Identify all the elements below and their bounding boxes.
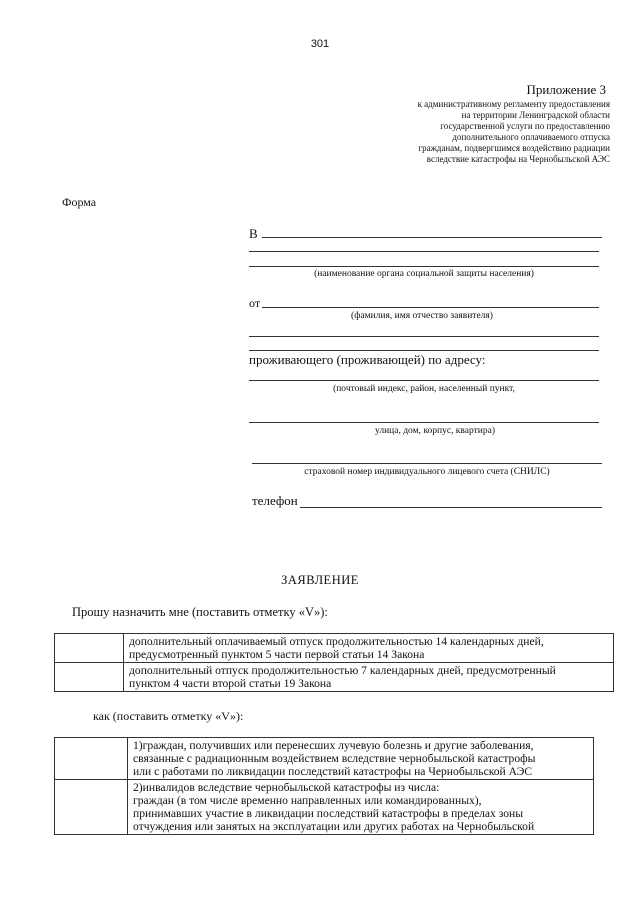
from-prefix: от (249, 296, 261, 310)
appendix-line: государственной услуги по предоставлению (440, 121, 610, 131)
applicant-name-field[interactable] (262, 307, 599, 308)
checkbox-cell[interactable] (55, 634, 124, 663)
to-prefix: В (249, 226, 258, 241)
address-caption-2: улица, дом, корпус, квартира) (375, 426, 495, 436)
table-row (55, 780, 594, 835)
table-row (55, 738, 594, 780)
appendix-line: к административному регламенту предоставления (417, 99, 610, 109)
appendix-reference (350, 99, 610, 165)
snils-caption: страховой номер индивидуального лицевого счета (СНИЛС) (304, 467, 550, 477)
as-label: как (поставить отметку «V»): (93, 709, 244, 723)
statement-title: ЗАЯВЛЕНИЕ (281, 573, 359, 587)
phone-label: телефон (252, 493, 298, 508)
organ-caption: (наименование органа социальной защиты населения) (314, 269, 534, 279)
category-options-table (54, 737, 594, 835)
option-line: предусмотренный пунктом 5 части первой статьи 14 Закона (129, 648, 425, 661)
option-text (124, 663, 614, 692)
option-line: отчуждения или занятых на эксплуатации или других работах на Чернобыльской (133, 820, 535, 833)
organ-field[interactable] (262, 237, 602, 238)
table-row (55, 634, 614, 663)
checkbox-cell[interactable] (55, 738, 128, 780)
name-caption: (фамилия, имя отчество заявителя) (351, 311, 493, 321)
page-number: 301 (310, 38, 330, 50)
leave-options-table (54, 633, 614, 692)
appendix-title: Приложение 3 (526, 82, 606, 97)
table-row (55, 663, 614, 692)
option-text (128, 780, 594, 835)
phone-field[interactable] (300, 507, 602, 508)
address-field-line-2[interactable] (249, 422, 599, 423)
option-line: 2)инвалидов вследствие чернобыльской катастрофы из числа: (133, 781, 440, 794)
option-text (128, 738, 594, 780)
option-line: дополнительный оплачиваемый отпуск продолжительностью 14 календарных дней, (129, 635, 544, 648)
option-line: 1)граждан, получивших или перенесших лучевую болезнь и другие заболевания, (133, 739, 534, 752)
option-line: пунктом 4 части второй статьи 19 Закона (129, 677, 332, 690)
option-line: граждан (в том числе временно направленных или командированных), (133, 794, 482, 807)
request-text: Прошу назначить мне (поставить отметку «V»): (72, 605, 328, 619)
address-label: проживающего (проживающей) по адресу: (249, 352, 486, 367)
organ-field-line-2[interactable] (249, 251, 599, 252)
checkbox-cell[interactable] (55, 780, 128, 835)
appendix-line: дополнительного оплачиваемого отпуска (452, 132, 610, 142)
option-line: связанные с радиационным воздействием вследствие чернобыльской катастрофы (133, 752, 536, 765)
address-caption-1: (почтовый индекс, район, населенный пункт, (333, 384, 515, 394)
appendix-line: гражданам, подвергшимся воздействию радиации (418, 143, 610, 153)
applicant-name-line-2[interactable] (249, 336, 599, 337)
snils-field[interactable] (252, 463, 602, 464)
appendix-line: на территории Ленинградской области (461, 110, 610, 120)
applicant-name-line-3[interactable] (249, 350, 599, 351)
checkbox-cell[interactable] (55, 663, 124, 692)
option-text (124, 634, 614, 663)
appendix-line: вследствие катастрофы на Чернобыльской АЭС (426, 154, 610, 164)
option-line: принимавших участие в ликвидации последствий катастрофы в пределах зоны (133, 807, 524, 820)
option-line: или с работами по ликвидации последствий катастрофы на Чернобыльской АЭС (133, 765, 533, 778)
address-field[interactable] (249, 380, 599, 381)
organ-field-line-3[interactable] (249, 266, 599, 267)
form-label: Форма (62, 195, 97, 209)
option-line: дополнительный отпуск продолжительностью 7 календарных дней, предусмотренный (129, 664, 556, 677)
